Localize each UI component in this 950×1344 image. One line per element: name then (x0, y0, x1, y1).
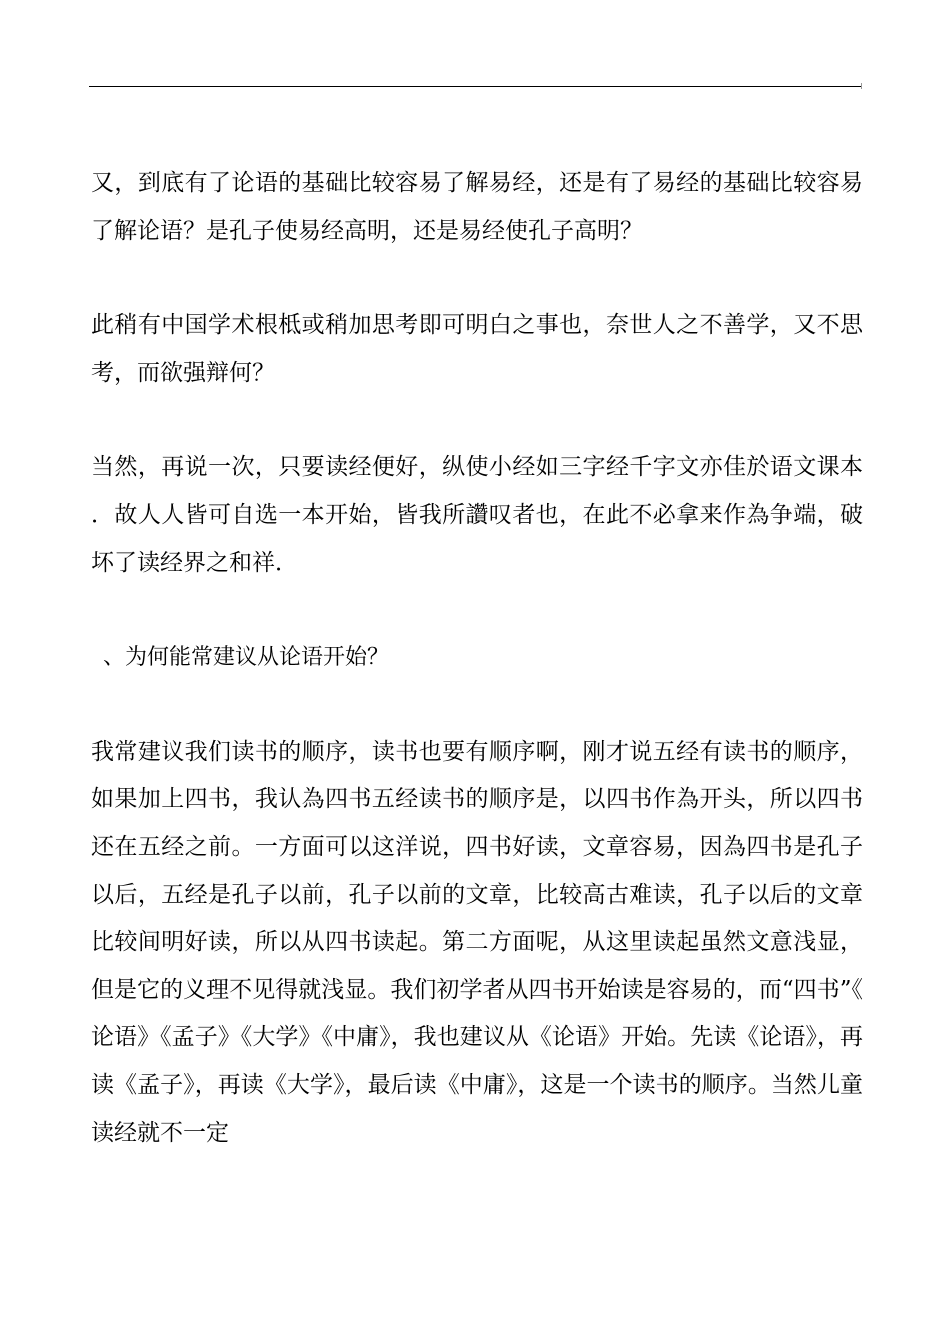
paragraph-scholarship-remark: 此稍有中国学术根柢或稍加思考即可明白之事也，奈世人之不善学，又不思考，而欲强辩何？ (91, 312, 863, 386)
paragraph-reading-any-classic: 当然，再说一次，只要读经便好，纵使小经如三字经千字文亦佳於语文课本．故人人皆可自选一本开始，皆我所讚叹者也，在此不必拿来作為争端，破坏了读经界之和祥． (91, 454, 863, 576)
header-rule-end-mark (861, 83, 862, 89)
page-body (91, 160, 863, 1157)
header-rule (89, 86, 861, 87)
paragraph-reading-order: 我常建议我们读书的顺序，读书也要有顺序啊，刚才说五经有读书的顺序，如果加上四书，我认為四书五经读书的顺序是，以四书作為开头，所以四书还在五经之前。一方面可以这洋说，四书好读，文章容易，因為四书是孔子以后，五经是孔子以前，孔子以前的文章，比较高古难读，孔子以后的文章比较间明好读，所以从四书读起。第二方面呢，从这里读起虽然文意浅显，但是它的义理不见得就浅显。我们初学者从四书开始读是容易的，而“四书”《论语》《孟子》《大学》《中庸》，我也建议从《论语》开始。先读《论语》，再读《孟子》，再读《大学》，最后读《中庸》，这是一个读书的顺序。当然儿童读经就不一定 (91, 738, 863, 1146)
paragraph-lunyu-yijing-question: 又，到底有了论语的基础比较容易了解易经，还是有了易经的基础比较容易了解论语？是孔子使易经高明，还是易经使孔子高明？ (91, 170, 863, 244)
section-heading: 、为何能常建议从论语开始？ (103, 645, 390, 671)
